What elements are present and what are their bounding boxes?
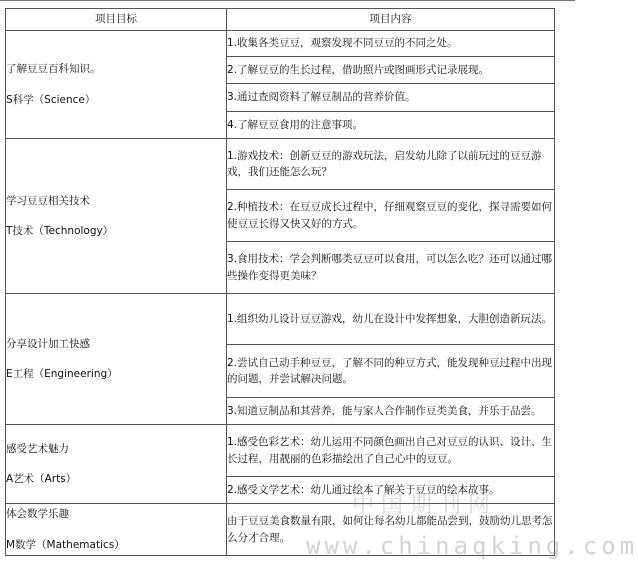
goal-text: 体会数学乐趣 xyxy=(6,508,69,521)
goal-text: 学习豆豆相关技术 xyxy=(6,194,90,207)
steam-project-table xyxy=(5,8,555,556)
content-item: 2.感受文学艺术：幼儿通过绘本了解关于豆豆的绘本故事。 xyxy=(227,477,555,504)
goal-text: 分享设计加工快感 xyxy=(6,337,90,350)
content-item: 3.通过查阅资料了解豆制品的营养价值。 xyxy=(227,84,555,112)
goal-cell-engineering xyxy=(6,294,227,425)
goal-cell-mathematics xyxy=(6,504,227,556)
watermark-site-name: 中国期刊网 xyxy=(352,493,498,518)
content-item: 4.了解豆豆食用的注意事项。 xyxy=(227,112,555,139)
table-header-row xyxy=(6,9,555,31)
content-item: 2.种植技术：在豆豆成长过程中，仔细观察豆豆的变化，探寻需要如何使豆豆长得又快又好的方式。 xyxy=(227,190,555,242)
goal-text: 了解豆豆百科知识。 xyxy=(6,63,101,76)
discipline-label: T技术（Technology） xyxy=(6,225,114,237)
cropped-caption-line xyxy=(0,0,575,7)
table-row xyxy=(6,139,555,190)
discipline-label: A艺术（Arts） xyxy=(6,473,77,485)
content-item: 1.感受色彩艺术：幼儿运用不同颜色画出自己对豆豆的认识、设计、生长过程，用靓丽的色彩描绘出了自己心中的豆豆。 xyxy=(227,425,555,477)
content-item: 1.收集各类豆豆，观察发现不同豆豆的不同之处。 xyxy=(227,31,555,57)
header-goal: 项目目标 xyxy=(6,9,227,31)
table-row xyxy=(6,294,555,345)
goal-cell-technology xyxy=(6,139,227,294)
content-item: 1.组织幼儿设计豆豆游戏，幼儿在设计中发挥想象，大胆创造新玩法。 xyxy=(227,294,555,345)
discipline-label: M数学（Mathematics） xyxy=(6,538,125,551)
goal-cell-science xyxy=(6,31,227,139)
content-item: 3.知道豆制品和其营养，能与家人合作制作豆类美食，并乐于品尝。 xyxy=(227,398,555,425)
goal-text: 感受艺术魅力 xyxy=(6,442,69,455)
header-content: 项目内容 xyxy=(227,9,555,31)
watermark-url: www.chinaqking.com xyxy=(306,532,638,560)
content-item: 2.了解豆豆的生长过程，借助照片或图画形式记录展现。 xyxy=(227,57,555,84)
discipline-label: S科学（Science） xyxy=(6,93,96,106)
content-item: 2.尝试自己动手种豆豆，了解不同的种豆方式，能发现种豆过程中出现的问题，并尝试解决问题。 xyxy=(227,345,555,398)
content-item: 1.游戏技术：创新豆豆的游戏玩法，启发幼儿除了以前玩过的豆豆游戏，我们还能怎么玩？ xyxy=(227,139,555,190)
discipline-label: E工程（Engineering） xyxy=(6,368,118,380)
goal-cell-arts xyxy=(6,425,227,504)
table-row xyxy=(6,425,555,477)
content-item: 由于豆豆美食数量有限，如何让每名幼儿都能品尝到，鼓励幼儿思考怎么分才合理。 xyxy=(227,504,555,556)
table-row xyxy=(6,31,555,57)
content-item: 3.食用技术：学会判断哪类豆豆可以食用，可以怎么吃？还可以通过哪些操作变得更美味？ xyxy=(227,242,555,294)
